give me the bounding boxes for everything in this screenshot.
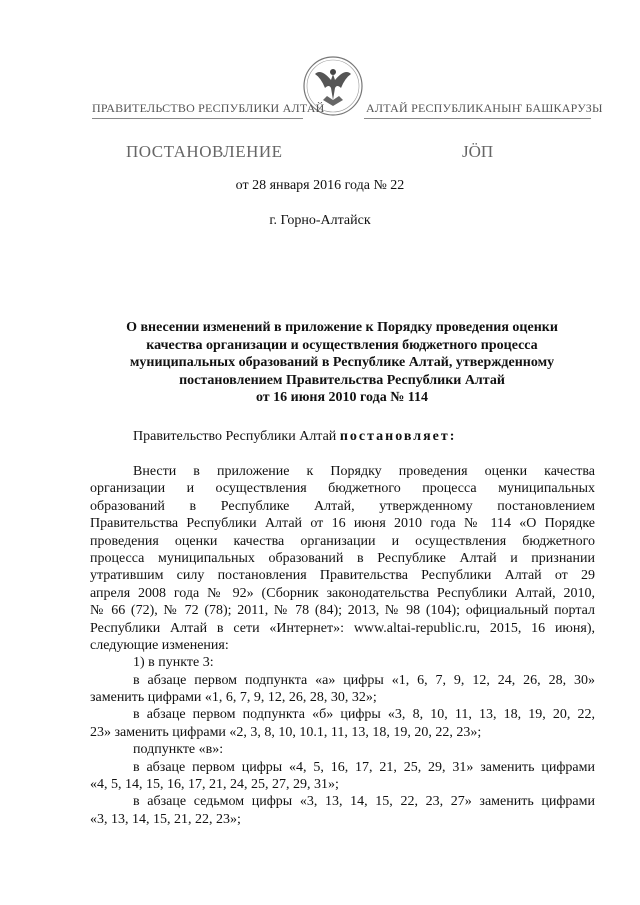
body-line: «3, 13, 14, 15, 21, 22, 23»; [90,811,241,827]
body-line: организации и осуществления бюджетного процесса муниципальных [90,481,595,497]
preamble-text: Правительство Республики Алтай [133,429,340,444]
body-line: «4, 5, 14, 15, 16, 17, 21, 24, 25, 27, 29, 31»; [90,777,339,793]
title-line: постановлением Правительства Республики Алтай [179,372,505,388]
document-title [92,319,592,407]
body-line: Внести в приложение к Порядку проведения оценки качества [133,464,595,479]
preamble-verb: постановляет: [339,429,457,444]
body-line: 23» заменить цифрами «2, 3, 8, 10, 10.1, 11, 13, 18, 19, 20, 22, 23»; [90,724,482,740]
body-line: в абзаце седьмом цифры «3, 13, 14, 15, 22, 23, 27» заменить цифрами [133,794,595,810]
org-name-altai: АЛТАЙ РЕСПУБЛИКАНЫҤ БАШКАРУЗЫ [366,101,603,115]
body-line: № 66 (72), № 72 (78); 2011, № 78 (84); 2013, № 98 (104); официальный портал [90,603,595,619]
preamble [133,429,456,445]
body-text [90,463,595,828]
doc-type-altai: ЈÖП [462,142,494,161]
title-line: О внесении изменений в приложение к Порядку проведения оценки [126,320,558,335]
body-line: процесса муниципальных образований в Республике Алтай и признании [90,550,595,566]
body-line: утратившим силу постановления Правительства Республики Алтай от 29 [90,568,595,584]
body-line: в абзаце первом цифры «4, 5, 16, 17, 21, 25, 29, 31» заменить цифрами [133,759,595,775]
body-line: в абзаце первом подпункта «а» цифры «1, 6, 7, 9, 12, 24, 26, 28, 30» [133,672,595,688]
body-line: заменить цифрами «1, 6, 7, 9, 12, 26, 28, 30, 32»; [90,690,377,706]
body-line: 1) в пункте 3: [133,655,214,671]
document-city: г. Горно-Алтайск [269,213,371,228]
body-line: следующие изменения: [90,637,229,653]
header-rule-left [92,118,303,119]
title-line: качества организации и осуществления бюджетного процесса [146,337,538,353]
body-line: проведения оценки качества организации и осуществления бюджетного [90,533,595,549]
body-line: Правительства Республики Алтай от 16 июня 2010 года № 114 «О Порядке [90,516,595,532]
body-line: Республики Алтай в сети «Интернет»: www.altai-republic.ru, 2015, 16 июня), [90,620,595,636]
body-line: в абзаце первом подпункта «б» цифры «3, 8, 10, 11, 13, 18, 19, 20, 22, [133,707,595,723]
title-line: от 16 июня 2010 года № 114 [255,390,429,405]
title-line: муниципальных образований в Республике Алтай, утвержденному [129,355,555,370]
body-line: апреля 2008 года № 92» (Сборник законодательства Республики Алтай, 2010, [90,585,595,601]
doc-type-russian: ПОСТАНОВЛЕНИЕ [126,142,283,161]
body-line: подпункте «в»: [133,742,224,758]
header-rule-right [364,118,591,119]
document-date: от 28 января 2016 года № 22 [235,178,405,193]
org-name-russian: ПРАВИТЕЛЬСТВО РЕСПУБЛИКИ АЛТАЙ [92,101,325,115]
body-line: образований в Республике Алтай, утвержденному постановлением [90,498,595,514]
